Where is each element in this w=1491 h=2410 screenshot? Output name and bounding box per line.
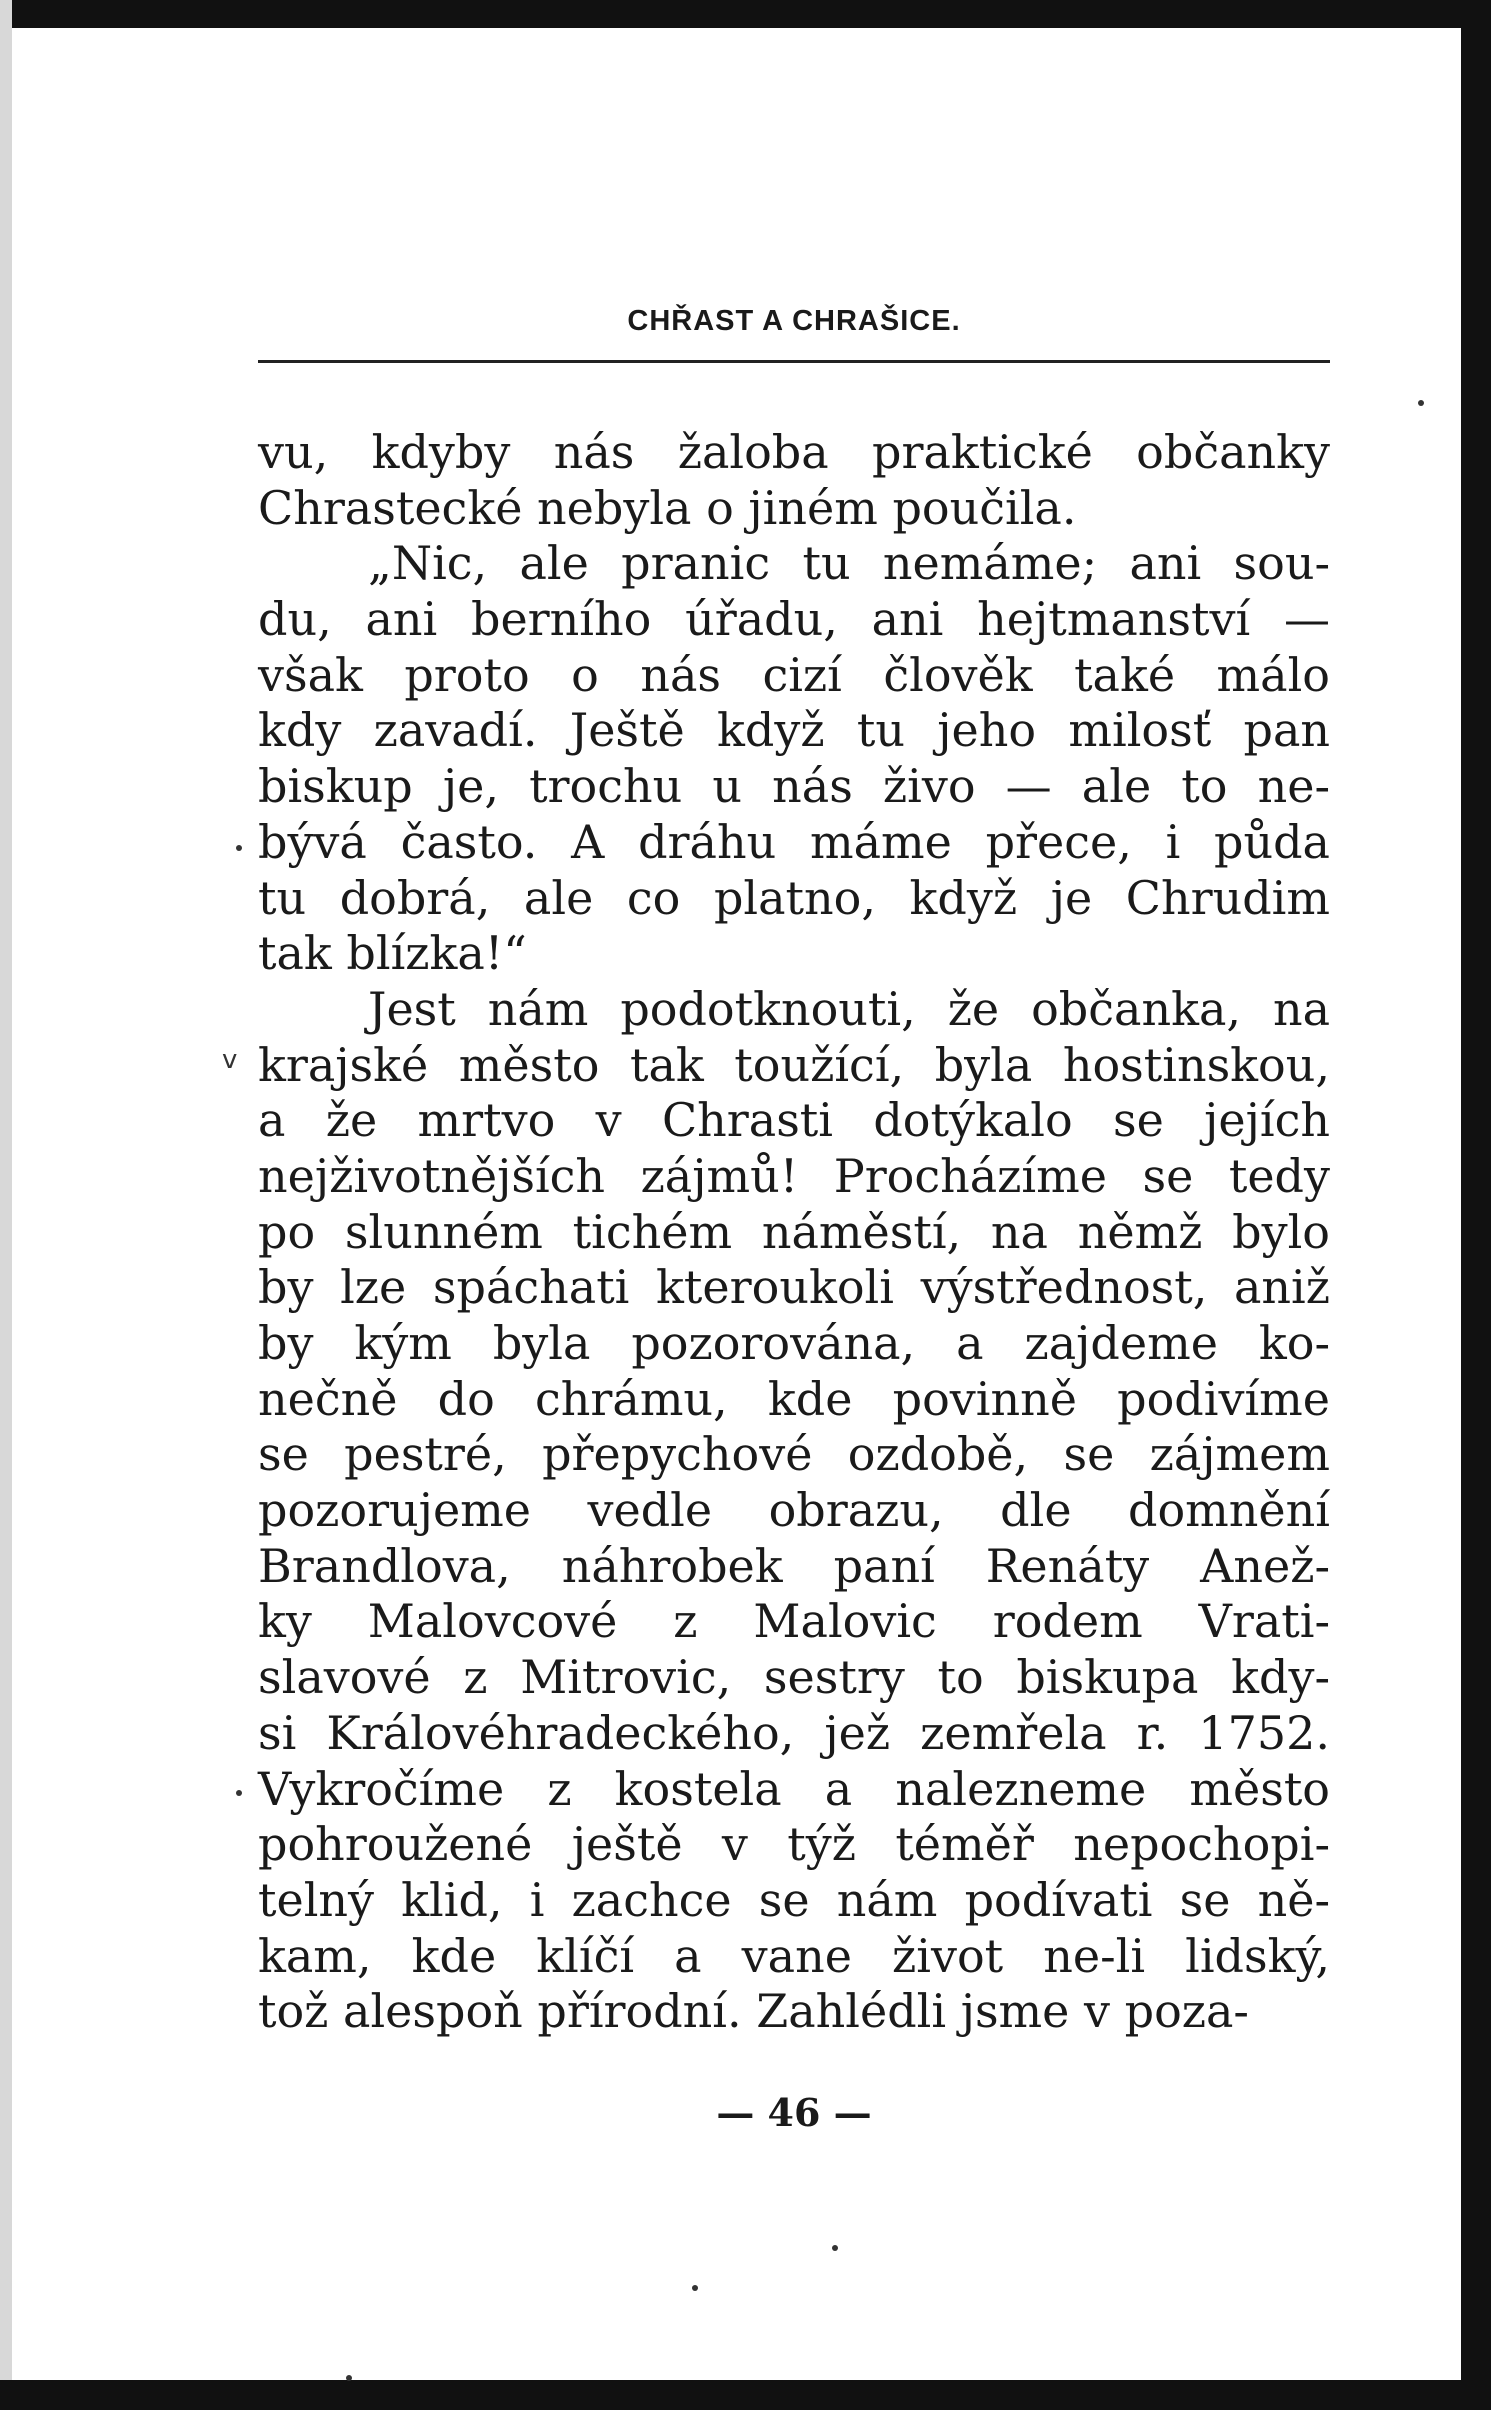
text-line: Brandlova, náhrobek paní Renáty Anež-: [258, 1538, 1330, 1593]
text-line: du, ani berního úřadu, ani hejtmanství —: [258, 592, 1330, 647]
text-line: vu, kdyby nás žaloba praktické občanky: [258, 425, 1330, 479]
running-head: CHŘAST A CHRAŠICE.: [627, 305, 961, 337]
text-line: by kým byla pozorována, a zajdeme ko-: [258, 1316, 1330, 1370]
scan-speck: [1418, 400, 1424, 406]
text-line: pozorujeme vedle obrazu, dle domnění: [258, 1483, 1330, 1538]
text-line: by lze spáchati kteroukoli výstřednost, aniž: [258, 1260, 1330, 1315]
text-line: bývá často. A dráhu máme přece, i půda: [258, 814, 1330, 869]
scan-edge-left: [0, 0, 12, 2410]
text-line: biskup je, trochu u nás živo — ale to ne-: [258, 759, 1330, 814]
text-line: kam, kde klíčí a vane život ne-li lidský,: [258, 1928, 1330, 1983]
scan-speck: [346, 2375, 352, 2381]
text-line: po slunném tichém náměstí, na němž bylo: [258, 1204, 1330, 1259]
text-line: Chrastecké nebyla o jiném poučila.: [258, 480, 1077, 535]
scan-edge-top: [0, 0, 1491, 28]
page-number: — 46 —: [716, 2090, 872, 2135]
text-line: ky Malovcové z Malovic rodem Vrati-: [258, 1594, 1330, 1649]
text-line: slavové z Mitrovic, sestry to biskupa kdy-: [258, 1650, 1330, 1705]
text-line: a že mrtvo v Chrasti dotýkalo se jejích: [258, 1093, 1330, 1148]
text-line: „Nic, ale pranic tu nemáme; ani sou-: [368, 536, 1330, 591]
text-line: Jest nám podotknouti, že občanka, na: [368, 981, 1330, 1036]
text-line: nejživotnějších zájmů! Procházíme se tedy: [258, 1148, 1330, 1203]
scan-speck: [236, 1790, 242, 1796]
text-line: nečně do chrámu, kde povinně podivíme: [258, 1371, 1330, 1426]
text-line: tu dobrá, ale co platno, když je Chrudim: [258, 870, 1330, 925]
header-rule: [258, 360, 1330, 363]
text-line: tak blízka!“: [258, 926, 527, 981]
margin-mark: v: [222, 1045, 238, 1075]
text-line: krajské město tak toužící, byla hostinskou,: [258, 1037, 1330, 1092]
scan-speck: [236, 845, 242, 851]
scan-edge-right: [1461, 0, 1491, 2410]
text-line: se pestré, přepychové ozdobě, se zájmem: [258, 1427, 1330, 1482]
text-line: však proto o nás cizí člověk také málo: [258, 647, 1330, 702]
text-line: kdy zavadí. Ještě když tu jeho milosť pan: [258, 703, 1330, 758]
scan-speck: [832, 2245, 838, 2251]
scan-edge-bottom: [0, 2380, 1491, 2410]
scan-speck: [692, 2285, 698, 2291]
text-line: telný klid, i zachce se nám podívati se ně-: [258, 1872, 1330, 1927]
text-line: tož alespoň přírodní. Zahlédli jsme v poza-: [258, 1984, 1249, 2039]
body-text: [258, 425, 1330, 2040]
text-line: si Královéhradeckého, jež zemřela r. 1752.: [258, 1705, 1330, 1760]
text-line: Vykročíme z kostela a nalezneme město: [258, 1761, 1330, 1816]
text-line: pohroužené ještě v týž téměř nepochopi-: [258, 1817, 1330, 1872]
